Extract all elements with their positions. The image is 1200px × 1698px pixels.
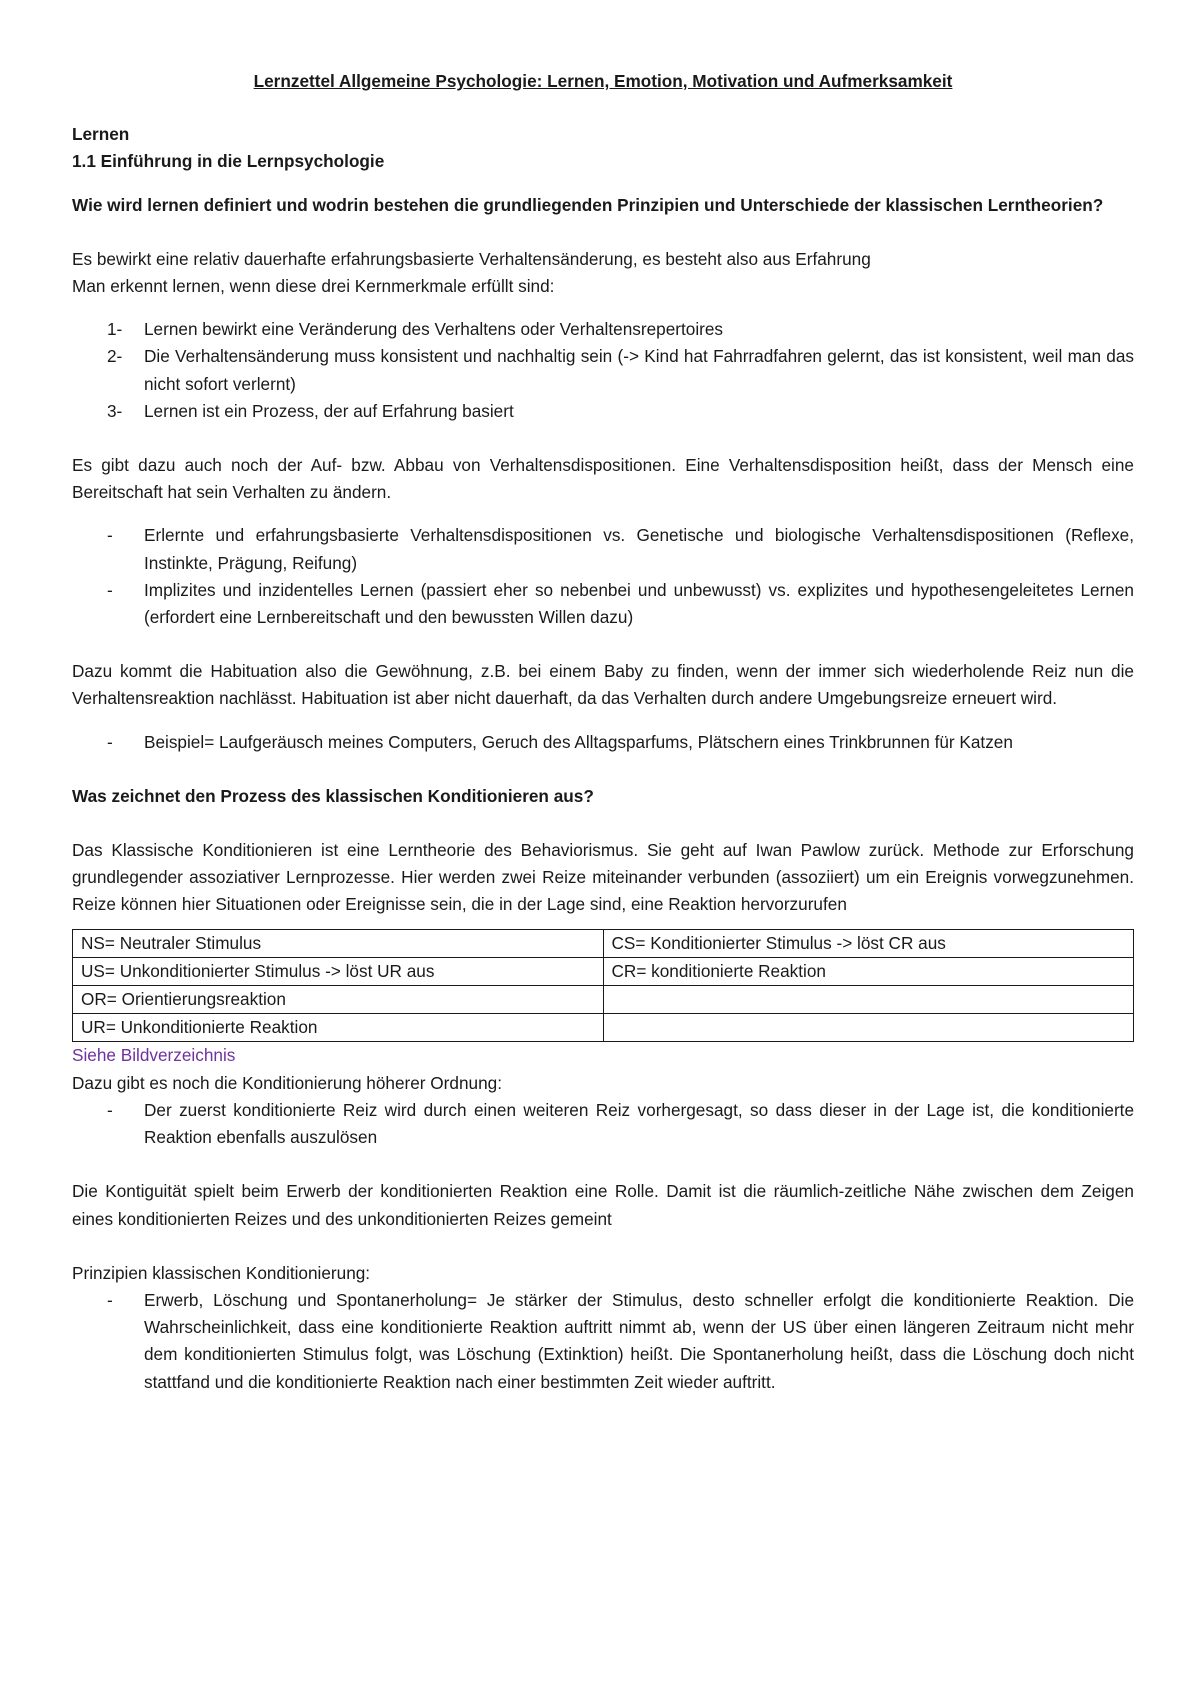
contiguity-paragraph: Die Kontiguität spielt beim Erwerb der konditionierten Reaktion eine Rolle. Damit ist die räumlich-zeitliche Nähe zwischen dem Zeigen eines konditionierten Reizes und des unkonditionierten Reizes gemeint (72, 1181, 1134, 1229)
list-item (72, 398, 1134, 425)
list-item-text: Lernen bewirkt eine Veränderung des Verhaltens oder Verhaltensrepertoires (144, 319, 724, 340)
intro-line: Es bewirkt eine relativ dauerhafte erfahrungsbasierte Verhaltensänderung, es besteht also aus Erfahrung (72, 248, 871, 269)
list-marker: - (107, 1289, 113, 1310)
table-cell (603, 986, 1134, 1014)
list-marker: 3- (107, 400, 123, 421)
table-cell (603, 1014, 1134, 1042)
spacer (72, 300, 1134, 316)
abbreviation-table (72, 929, 1134, 1043)
spacer (72, 631, 1134, 658)
list-item-text: Erwerb, Löschung und Spontanerholung= Je stärker der Stimulus, desto schneller erfolgt die konditionierte Reaktion. Die Wahrscheinlichkeit, dass eine konditionierte Reaktion auftritt nimmt ab, wenn der US über einen längeren Zeitraum nicht mehr dem konditionierten Stimulus folgt, was Löschung (Extinktion) heißt. Die Spontanerholung heißt, dass die Löschung doch nicht stattfand und die konditionierte Reaktion nach einer bestimmten Zeit wieder auftritt. (144, 1289, 1134, 1392)
principles-list (72, 1287, 1134, 1396)
table-cell: UR= Unkonditionierte Reaktion (73, 1014, 604, 1042)
document-page (72, 68, 1134, 1396)
table-row (73, 986, 1134, 1014)
list-item-text: Der zuerst konditionierte Reiz wird durch einen weiteren Reiz vorhergesagt, so dass dieser in der Lage ist, die konditionierte Reaktion ebenfalls auszulösen (144, 1099, 1134, 1148)
table-cell: NS= Neutraler Stimulus (73, 929, 604, 957)
spacer (72, 219, 1134, 246)
spacer (72, 810, 1134, 837)
list-item (72, 1287, 1134, 1396)
core-features-list (72, 316, 1134, 425)
higher-order-list (72, 1097, 1134, 1151)
table-row (73, 957, 1134, 985)
list-item (72, 522, 1134, 576)
list-item (72, 316, 1134, 343)
list-marker: 2- (107, 346, 123, 367)
subsection-heading: 1.1 Einführung in die Lernpsychologie (72, 151, 385, 172)
table-row (73, 929, 1134, 957)
list-marker: - (107, 731, 113, 752)
spacer (72, 506, 1134, 522)
list-marker: - (107, 1099, 113, 1120)
list-item-text: Beispiel= Laufgeräusch meines Computers, Geruch des Alltagsparfums, Plätschern eines Trinkbrunnen für Katzen (144, 731, 1013, 752)
spacer (72, 1151, 1134, 1178)
list-item-text: Die Verhaltensänderung muss konsistent und nachhaltig sein (-> Kind hat Fahrradfahren gelernt, das ist konsistent, weil man das nicht sofort verlernt) (144, 346, 1134, 394)
list-item-text: Implizites und inzidentelles Lernen (passiert eher so nebenbei und unbewusst) vs. explizites und hypothesengeleitetes Lernen (erfordert eine Lernbereitschaft und den bewussten Willen dazu) (144, 579, 1134, 628)
spacer (72, 425, 1134, 452)
list-marker: - (107, 525, 113, 546)
spacer (72, 176, 1134, 192)
list-item (72, 343, 1134, 397)
spacer (72, 756, 1134, 783)
spacer (72, 713, 1134, 729)
list-item (72, 577, 1134, 631)
habituation-list (72, 729, 1134, 756)
section-heading: Lernen (72, 124, 130, 145)
question-classical-conditioning: Was zeichnet den Prozess des klassischen Konditionieren aus? (72, 785, 594, 806)
list-item-text: Erlernte und erfahrungsbasierte Verhaltensdispositionen vs. Genetische und biologische Verhaltensdispositionen (Reflexe, Instinkte, Prägung, Reifung) (144, 525, 1134, 573)
higher-order-intro: Dazu gibt es noch die Konditionierung höherer Ordnung: (72, 1072, 502, 1093)
list-marker: 1- (107, 319, 123, 340)
table-cell: OR= Orientierungsreaktion (73, 986, 604, 1014)
list-item (72, 1097, 1134, 1151)
table-cell: CS= Konditionierter Stimulus -> löst CR aus (603, 929, 1134, 957)
document-title: Lernzettel Allgemeine Psychologie: Lernen, Emotion, Motivation und Aufmerksamkeit (253, 71, 953, 91)
table-row (73, 1014, 1134, 1042)
list-marker: - (107, 579, 113, 600)
table-cell: CR= konditionierte Reaktion (603, 957, 1134, 985)
dispositions-paragraph: Es gibt dazu auch noch der Auf- bzw. Abbau von Verhaltensdispositionen. Eine Verhaltensdisposition heißt, dass der Mensch eine Bereitschaft hat sein Verhalten zu ändern. (72, 455, 1134, 503)
dispositions-list (72, 522, 1134, 631)
principles-heading: Prinzipien klassischen Konditionierung: (72, 1262, 371, 1283)
figure-reference-link[interactable]: Siehe Bildverzeichnis (72, 1045, 236, 1066)
intro-line: Man erkennt lernen, wenn diese drei Kernmerkmale erfüllt sind: (72, 276, 555, 297)
habituation-paragraph: Dazu kommt die Habituation also die Gewöhnung, z.B. bei einem Baby zu finden, wenn der immer sich wiederholende Reiz nun die Verhaltensreaktion nachlässt. Habituation ist aber nicht dauerhaft, da das Verhalten durch andere Umgebungsreize erneuert wird. (72, 661, 1134, 709)
list-item-text: Lernen ist ein Prozess, der auf Erfahrung basiert (144, 400, 514, 421)
question-definition: Wie wird lernen definiert und wodrin bestehen die grundliegenden Prinzipien und Unterschiede der klassischen Lerntheorien? (72, 194, 1104, 215)
table-cell: US= Unkonditionierter Stimulus -> löst UR aus (73, 957, 604, 985)
list-item (72, 729, 1134, 756)
spacer (72, 1233, 1134, 1260)
classical-paragraph: Das Klassische Konditionieren ist eine Lerntheorie des Behaviorismus. Sie geht auf Iwan Pawlow zurück. Methode zur Erforschung grundlegender assoziativer Lernprozesse. Hier werden zwei Reize miteinander verbunden (assoziiert) um ein Ereignis vorwegzunehmen. Reize können hier Situationen oder Ereignisse sein, die in der Lage sind, eine Reaktion hervorzurufen (72, 840, 1134, 915)
